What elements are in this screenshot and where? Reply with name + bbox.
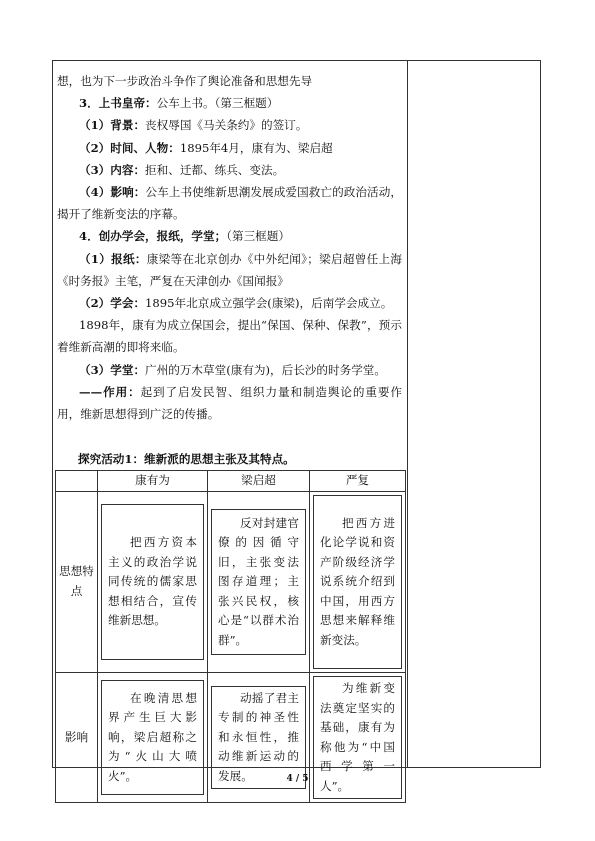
cell-text: 在晚清思想界产生巨大影响，梁启超称之为“火山大喷火”。 xyxy=(108,690,197,783)
paragraph xyxy=(57,137,402,159)
table-cell xyxy=(310,491,406,673)
table-cell xyxy=(208,491,310,673)
table-header-row xyxy=(56,471,406,492)
paragraph xyxy=(57,114,402,136)
row-label: 思想特点 xyxy=(56,491,98,673)
heading: 3．上书皇帝： xyxy=(79,96,157,111)
notes-column xyxy=(408,60,541,768)
text: 拒和、迁都、练兵、变法。 xyxy=(145,162,285,177)
text: 1895年4月，康有为、梁启超 xyxy=(179,140,333,155)
paragraph xyxy=(57,292,402,314)
text: 广州的万木草堂(康有为)，后长沙的时务学堂。 xyxy=(145,362,386,377)
heading: （3）内容： xyxy=(79,162,146,177)
heading: 4．创办学会，报纸，学堂； xyxy=(79,229,227,244)
text: 起到了启发民智、组织力量和制造舆论的重要作用，维新思想得到广泛的传播。 xyxy=(57,384,402,422)
row-label: 影响 xyxy=(56,673,98,803)
cell-text: 把西方进化论学说和资产阶级经济学说系统介绍到中国，用西方思想来解释维新变法。 xyxy=(320,515,395,647)
text: 公车上书使维新思潮发展成爱国救亡的政治活动，揭开了维新变法的序幕。 xyxy=(57,185,402,222)
paragraph xyxy=(57,381,402,425)
paragraph xyxy=(57,225,402,247)
table-row xyxy=(56,491,406,673)
paragraph xyxy=(57,181,402,225)
page-number: 4 / 5 xyxy=(286,774,309,784)
heading: （3）学堂： xyxy=(79,362,146,377)
lesson-text xyxy=(57,70,402,425)
comparison-table xyxy=(55,470,406,803)
table-header-empty xyxy=(56,471,98,492)
paragraph: 1898年，康有为成立保国会，提出“保国、保种、保教”，预示着维新高潮的即将来临。 xyxy=(57,318,402,355)
paragraph xyxy=(57,92,402,114)
text: （第三框题） xyxy=(226,229,290,244)
text: 丧权辱国《马关条约》的签订。 xyxy=(145,118,308,133)
text: 1895年北京成立强学会(康梁)，后南学会成立。 xyxy=(145,296,393,311)
table-cell xyxy=(98,491,208,673)
text: 康梁等在北京创办《中外纪闻》；梁启超曾任上海《时务报》主笔，严复在天津创办《国闻报》 xyxy=(57,251,402,288)
heading: （1）报纸： xyxy=(79,251,147,266)
table-header: 梁启超 xyxy=(208,471,310,492)
cell-text: 反对封建官僚的因循守旧，主张变法图存道理；主张兴民权，核心是“以群术治群”。 xyxy=(218,515,299,647)
table-header: 严复 xyxy=(310,471,406,492)
cell-text: 动摇了君主专制的神圣性和永恒性，推动维新运动的发展。 xyxy=(218,690,299,783)
heading: （2）学会： xyxy=(79,296,146,311)
paragraph: 想，也为下一步政治斗争作了舆论准备和思想先导 xyxy=(57,74,313,88)
cell-text: 把西方资本主义的政治学说同传统的儒家思想相结合，宣传维新思想。 xyxy=(108,535,197,627)
cell-text: 为维新变法奠定坚实的基础，康有为称他为“中国西学第一人”。 xyxy=(320,681,395,793)
paragraph xyxy=(57,248,402,292)
activity-title: 探究活动1：维新派的思想主张及其特点。 xyxy=(78,452,295,466)
table-header: 康有为 xyxy=(98,471,208,492)
text: 公车上书。（第三框题） xyxy=(156,96,279,111)
paragraph xyxy=(57,359,402,381)
heading: （4）影响： xyxy=(79,185,146,200)
paragraph xyxy=(57,159,402,181)
heading: （2）时间、人物： xyxy=(79,140,180,155)
heading: （1）背景： xyxy=(79,118,146,133)
heading: ——作用： xyxy=(79,384,141,399)
